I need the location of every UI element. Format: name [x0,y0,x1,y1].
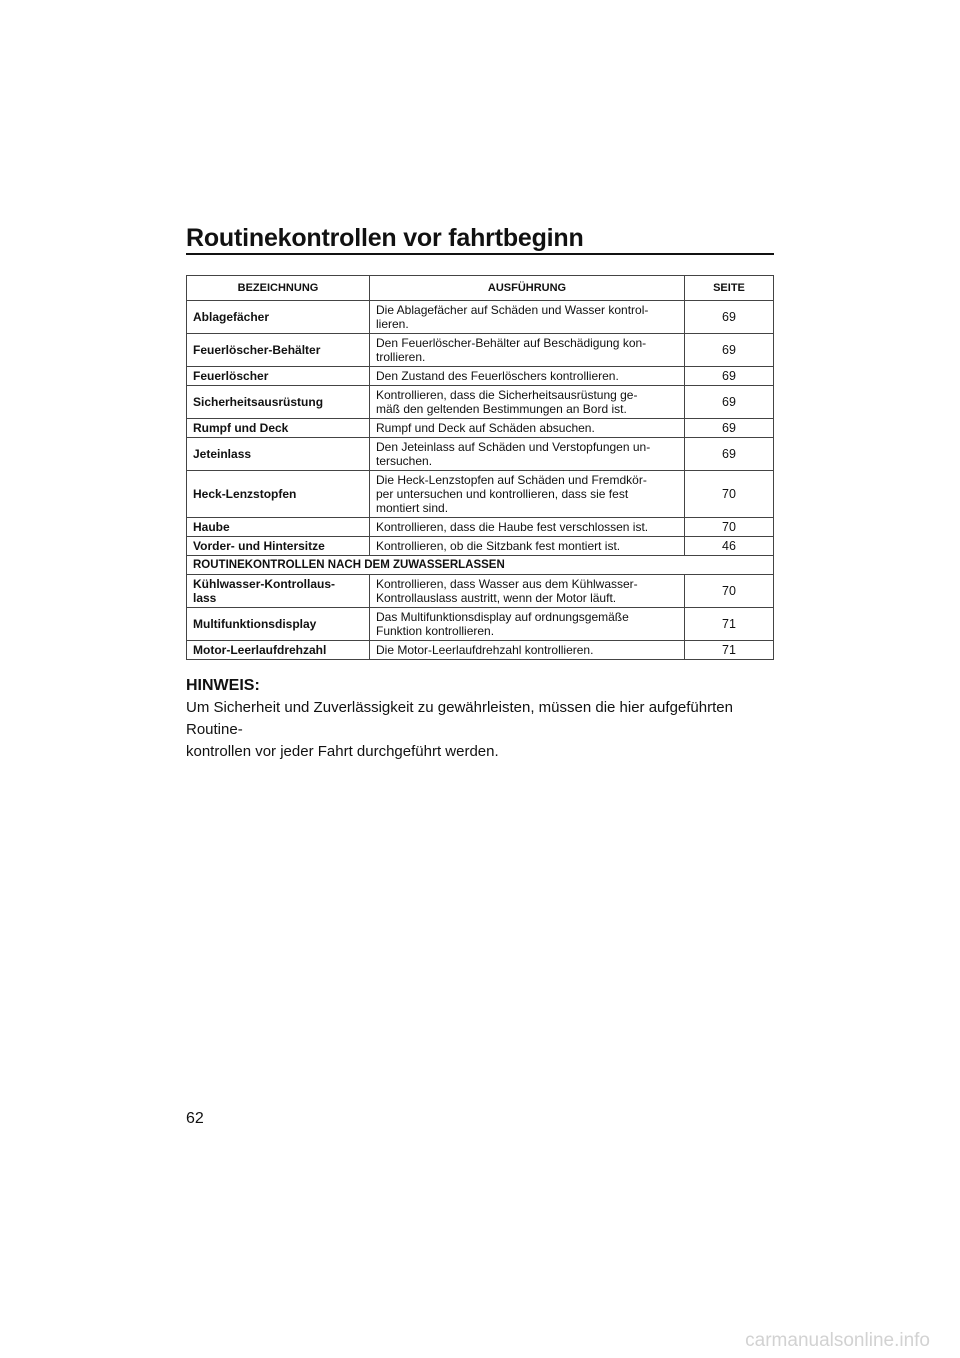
row-action: Kontrollieren, dass die Haube fest verschlossen ist. [370,518,685,537]
note-title: HINWEIS: [186,677,260,694]
table-row [187,419,774,438]
row-page: 70 [685,518,774,537]
section-row [187,556,774,575]
header-ausfuehrung: AUSFÜHRUNG [370,276,685,301]
row-page: 69 [685,334,774,367]
row-action: Die Motor-Leerlaufdrehzahl kontrollieren. [370,641,685,660]
row-action: Rumpf und Deck auf Schäden absuchen. [370,419,685,438]
table-row [187,367,774,386]
row-page: 69 [685,301,774,334]
row-name: Jeteinlass [187,438,370,471]
row-name: Kühlwasser-Kontrollaus- lass [187,575,370,608]
row-action: Den Feuerlöscher-Behälter auf Beschädigung kon- trollieren. [370,334,685,367]
table-row [187,518,774,537]
row-page: 69 [685,386,774,419]
page-number: 62 [186,1110,204,1127]
header-seite: SEITE [685,276,774,301]
table-row [187,537,774,556]
row-page: 69 [685,419,774,438]
row-page: 70 [685,471,774,518]
table-row [187,301,774,334]
table-row [187,471,774,518]
table-row [187,641,774,660]
table-body-before [187,301,774,556]
note-text: Um Sicherheit und Zuverlässigkeit zu gewährleisten, müssen die hier aufgeführten Routine- kontrollen vor jeder Fahrt durchgeführt werden. [186,699,733,760]
row-page: 70 [685,575,774,608]
table-row [187,386,774,419]
row-name: Feuerlöscher [187,367,370,386]
row-action: Den Jeteinlass auf Schäden und Verstopfungen un- tersuchen. [370,438,685,471]
header-bezeichnung: BEZEICHNUNG [187,276,370,301]
row-page: 71 [685,608,774,641]
table-body-after [187,575,774,660]
row-page: 69 [685,438,774,471]
row-page: 69 [685,367,774,386]
table-row [187,608,774,641]
row-action: Kontrollieren, dass die Sicherheitsausrüstung ge- mäß den geltenden Bestimmungen an Bord ist. [370,386,685,419]
row-action: Kontrollieren, dass Wasser aus dem Kühlwasser- Kontrollauslass austritt, wenn der Motor läuft. [370,575,685,608]
row-name: Haube [187,518,370,537]
table-row [187,334,774,367]
checklist-table [186,275,774,660]
table-row [187,438,774,471]
row-action: Die Ablagefächer auf Schäden und Wasser kontrol- lieren. [370,301,685,334]
row-name: Vorder- und Hintersitze [187,537,370,556]
page-title: Routinekontrollen vor fahrtbeginn [186,224,584,252]
table-section [187,556,774,575]
title-divider [186,253,774,255]
row-action: Kontrollieren, ob die Sitzbank fest montiert ist. [370,537,685,556]
row-name: Ablagefächer [187,301,370,334]
row-name: Multifunktionsdisplay [187,608,370,641]
watermark: carmanualsonline.info [745,1330,930,1351]
row-name: Motor-Leerlaufdrehzahl [187,641,370,660]
row-action: Das Multifunktionsdisplay auf ordnungsgemäße Funktion kontrollieren. [370,608,685,641]
row-action: Die Heck-Lenzstopfen auf Schäden und Fremdkör- per untersuchen und kontrollieren, dass sie fest montiert sind. [370,471,685,518]
row-page: 71 [685,641,774,660]
row-name: Rumpf und Deck [187,419,370,438]
section-label: ROUTINEKONTROLLEN NACH DEM ZUWASSERLASSEN [187,556,774,575]
row-action: Den Zustand des Feuerlöschers kontrollieren. [370,367,685,386]
row-page: 46 [685,537,774,556]
table-row [187,575,774,608]
table-header-row [187,276,774,301]
row-name: Feuerlöscher-Behälter [187,334,370,367]
row-name: Sicherheitsausrüstung [187,386,370,419]
row-name: Heck-Lenzstopfen [187,471,370,518]
